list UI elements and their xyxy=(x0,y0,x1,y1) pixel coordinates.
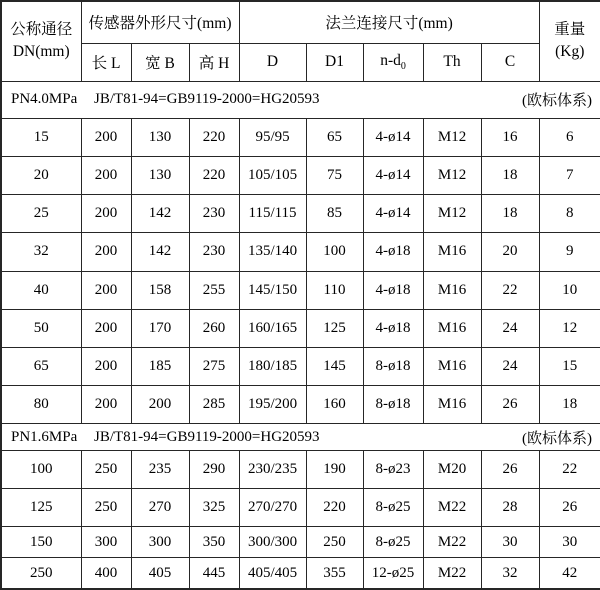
table-cell: M16 xyxy=(423,271,481,309)
table-cell: 75 xyxy=(306,156,363,194)
table-cell: 300 xyxy=(131,527,189,558)
table-cell: 22 xyxy=(539,450,600,488)
header-n-d0-main: n-d xyxy=(380,51,401,69)
table-row xyxy=(1,450,600,488)
section-note-label: (欧标体系) xyxy=(522,430,593,447)
table-cell: 195/200 xyxy=(239,386,306,424)
table-cell: 26 xyxy=(539,488,600,526)
table-cell: 270/270 xyxy=(239,488,306,526)
table-cell: 285 xyxy=(189,386,239,424)
table-cell: 25 xyxy=(1,195,81,233)
table-cell: 300/300 xyxy=(239,527,306,558)
table-cell: 100 xyxy=(306,233,363,271)
table-row xyxy=(1,271,600,309)
section-header-row xyxy=(1,424,600,450)
header-c: C xyxy=(481,43,539,81)
table-cell: 142 xyxy=(131,233,189,271)
table-row xyxy=(1,488,600,526)
section-note-label: (欧标体系) xyxy=(522,93,593,110)
table-cell: 260 xyxy=(189,309,239,347)
table-cell: 24 xyxy=(481,309,539,347)
header-weight xyxy=(539,1,600,81)
table-cell: 150 xyxy=(1,527,81,558)
table-cell: 30 xyxy=(481,527,539,558)
table-cell: 220 xyxy=(189,156,239,194)
section-pressure-label: PN4.0MPa xyxy=(11,91,78,108)
table-cell: 325 xyxy=(189,488,239,526)
table-cell: 9 xyxy=(539,233,600,271)
header-d: D xyxy=(239,43,306,81)
header-th: Th xyxy=(423,43,481,81)
table-cell: 250 xyxy=(81,450,131,488)
table-cell: 28 xyxy=(481,488,539,526)
table-cell: 275 xyxy=(189,348,239,386)
table-cell: 24 xyxy=(481,348,539,386)
table-body xyxy=(1,81,600,589)
header-group-flange-dimensions: 法兰连接尺寸(mm) xyxy=(239,1,539,43)
table-row xyxy=(1,195,600,233)
table-cell: 20 xyxy=(1,156,81,194)
table-cell: 42 xyxy=(539,558,600,589)
table-cell: 15 xyxy=(539,348,600,386)
header-n-d0 xyxy=(363,43,423,81)
table-cell: 220 xyxy=(189,118,239,156)
header-weight-line1: 重量 xyxy=(554,20,586,38)
table-cell: 250 xyxy=(81,488,131,526)
table-cell: M20 xyxy=(423,450,481,488)
table-cell: M16 xyxy=(423,348,481,386)
table-cell: 290 xyxy=(189,450,239,488)
table-cell: 200 xyxy=(81,156,131,194)
table-cell: 100 xyxy=(1,450,81,488)
table-cell: 230/235 xyxy=(239,450,306,488)
table-cell: 200 xyxy=(81,195,131,233)
table-cell: 405/405 xyxy=(239,558,306,589)
table-cell: 6 xyxy=(539,118,600,156)
section-header-cell xyxy=(1,81,600,118)
table-cell: 250 xyxy=(306,527,363,558)
table-cell: 80 xyxy=(1,386,81,424)
table-cell: 190 xyxy=(306,450,363,488)
table-cell: 200 xyxy=(131,386,189,424)
header-group-sensor-dimensions: 传感器外形尺寸(mm) xyxy=(81,1,239,43)
table-cell: 8-ø25 xyxy=(363,488,423,526)
header-length-l: 长 L xyxy=(81,43,131,81)
table-cell: 8-ø18 xyxy=(363,348,423,386)
table-cell: 145/150 xyxy=(239,271,306,309)
table-cell: 230 xyxy=(189,195,239,233)
table-cell: 4-ø18 xyxy=(363,233,423,271)
table-cell: M12 xyxy=(423,195,481,233)
table-cell: 125 xyxy=(306,309,363,347)
table-cell: 12-ø25 xyxy=(363,558,423,589)
header-width-b: 宽 B xyxy=(131,43,189,81)
table-cell: 26 xyxy=(481,386,539,424)
table-cell: 10 xyxy=(539,271,600,309)
table-cell: 158 xyxy=(131,271,189,309)
header-nominal-diameter xyxy=(1,1,81,81)
table-cell: 18 xyxy=(539,386,600,424)
table-cell: 200 xyxy=(81,309,131,347)
table-row xyxy=(1,348,600,386)
table-cell: 220 xyxy=(306,488,363,526)
table-cell: 15 xyxy=(1,118,81,156)
table-cell: 30 xyxy=(539,527,600,558)
table-cell: 26 xyxy=(481,450,539,488)
table-cell: 180/185 xyxy=(239,348,306,386)
table-cell: 145 xyxy=(306,348,363,386)
header-nominal-diameter-line2: DN(mm) xyxy=(12,43,70,61)
table-cell: 160 xyxy=(306,386,363,424)
table-cell: 65 xyxy=(306,118,363,156)
table-row xyxy=(1,558,600,589)
table-cell: 125 xyxy=(1,488,81,526)
table-cell: 85 xyxy=(306,195,363,233)
table-cell: M16 xyxy=(423,386,481,424)
table-row xyxy=(1,309,600,347)
table-cell: 20 xyxy=(481,233,539,271)
table-cell: M12 xyxy=(423,156,481,194)
table-cell: 4-ø14 xyxy=(363,156,423,194)
section-standard-label: JB/T81-94=GB9119-2000=HG20593 xyxy=(94,91,320,108)
table-cell: M16 xyxy=(423,309,481,347)
table-row xyxy=(1,156,600,194)
table-cell: 18 xyxy=(481,156,539,194)
header-n-d0-subscript: 0 xyxy=(400,61,406,73)
header-row-groups xyxy=(1,1,600,43)
table-cell: 32 xyxy=(1,233,81,271)
table-cell: 8 xyxy=(539,195,600,233)
section-header-content xyxy=(2,427,600,448)
table-cell: 270 xyxy=(131,488,189,526)
table-cell: 4-ø14 xyxy=(363,195,423,233)
section-header-row xyxy=(1,81,600,118)
table-cell: 250 xyxy=(1,558,81,589)
table-cell: 130 xyxy=(131,118,189,156)
header-height-h: 高 H xyxy=(189,43,239,81)
section-header-content xyxy=(2,89,600,110)
table-cell: 32 xyxy=(481,558,539,589)
section-standard-label: JB/T81-94=GB9119-2000=HG20593 xyxy=(94,428,320,445)
table-cell: M16 xyxy=(423,233,481,271)
table-cell: 12 xyxy=(539,309,600,347)
table-cell: 200 xyxy=(81,233,131,271)
table-row xyxy=(1,527,600,558)
table-cell: 160/165 xyxy=(239,309,306,347)
table-cell: 200 xyxy=(81,118,131,156)
table-cell: 405 xyxy=(131,558,189,589)
table-cell: 16 xyxy=(481,118,539,156)
header-nominal-diameter-line1: 公称通径 xyxy=(10,20,73,38)
table-cell: 8-ø23 xyxy=(363,450,423,488)
table-cell: 7 xyxy=(539,156,600,194)
table-cell: 255 xyxy=(189,271,239,309)
section-pressure-label: PN1.6MPa xyxy=(11,428,78,445)
table-cell: 200 xyxy=(81,271,131,309)
table-cell: 4-ø18 xyxy=(363,309,423,347)
table-cell: 300 xyxy=(81,527,131,558)
table-cell: 18 xyxy=(481,195,539,233)
table-cell: 95/95 xyxy=(239,118,306,156)
table-cell: 185 xyxy=(131,348,189,386)
table-cell: 22 xyxy=(481,271,539,309)
table-row xyxy=(1,118,600,156)
table-cell: 4-ø18 xyxy=(363,271,423,309)
section-header-cell xyxy=(1,424,600,450)
table-cell: 350 xyxy=(189,527,239,558)
table-cell: 235 xyxy=(131,450,189,488)
table-cell: 135/140 xyxy=(239,233,306,271)
table-cell: M22 xyxy=(423,488,481,526)
table-cell: 142 xyxy=(131,195,189,233)
table-cell: 105/105 xyxy=(239,156,306,194)
table-cell: 40 xyxy=(1,271,81,309)
table-cell: 230 xyxy=(189,233,239,271)
table-header xyxy=(1,1,600,81)
header-weight-line2: (Kg) xyxy=(555,43,585,61)
table-cell: 200 xyxy=(81,348,131,386)
table-cell: 200 xyxy=(81,386,131,424)
table-cell: 8-ø18 xyxy=(363,386,423,424)
table-cell: M22 xyxy=(423,527,481,558)
table-cell: 170 xyxy=(131,309,189,347)
table-cell: 8-ø25 xyxy=(363,527,423,558)
table-cell: 115/115 xyxy=(239,195,306,233)
header-row-subcolumns xyxy=(1,43,600,81)
table-cell: 400 xyxy=(81,558,131,589)
table-cell: M22 xyxy=(423,558,481,589)
table-cell: 50 xyxy=(1,309,81,347)
table-cell: M12 xyxy=(423,118,481,156)
table-row xyxy=(1,233,600,271)
table-cell: 110 xyxy=(306,271,363,309)
table-cell: 65 xyxy=(1,348,81,386)
table-cell: 355 xyxy=(306,558,363,589)
table-row xyxy=(1,386,600,424)
table-cell: 4-ø14 xyxy=(363,118,423,156)
table-cell: 445 xyxy=(189,558,239,589)
table-cell: 130 xyxy=(131,156,189,194)
header-d1: D1 xyxy=(306,43,363,81)
